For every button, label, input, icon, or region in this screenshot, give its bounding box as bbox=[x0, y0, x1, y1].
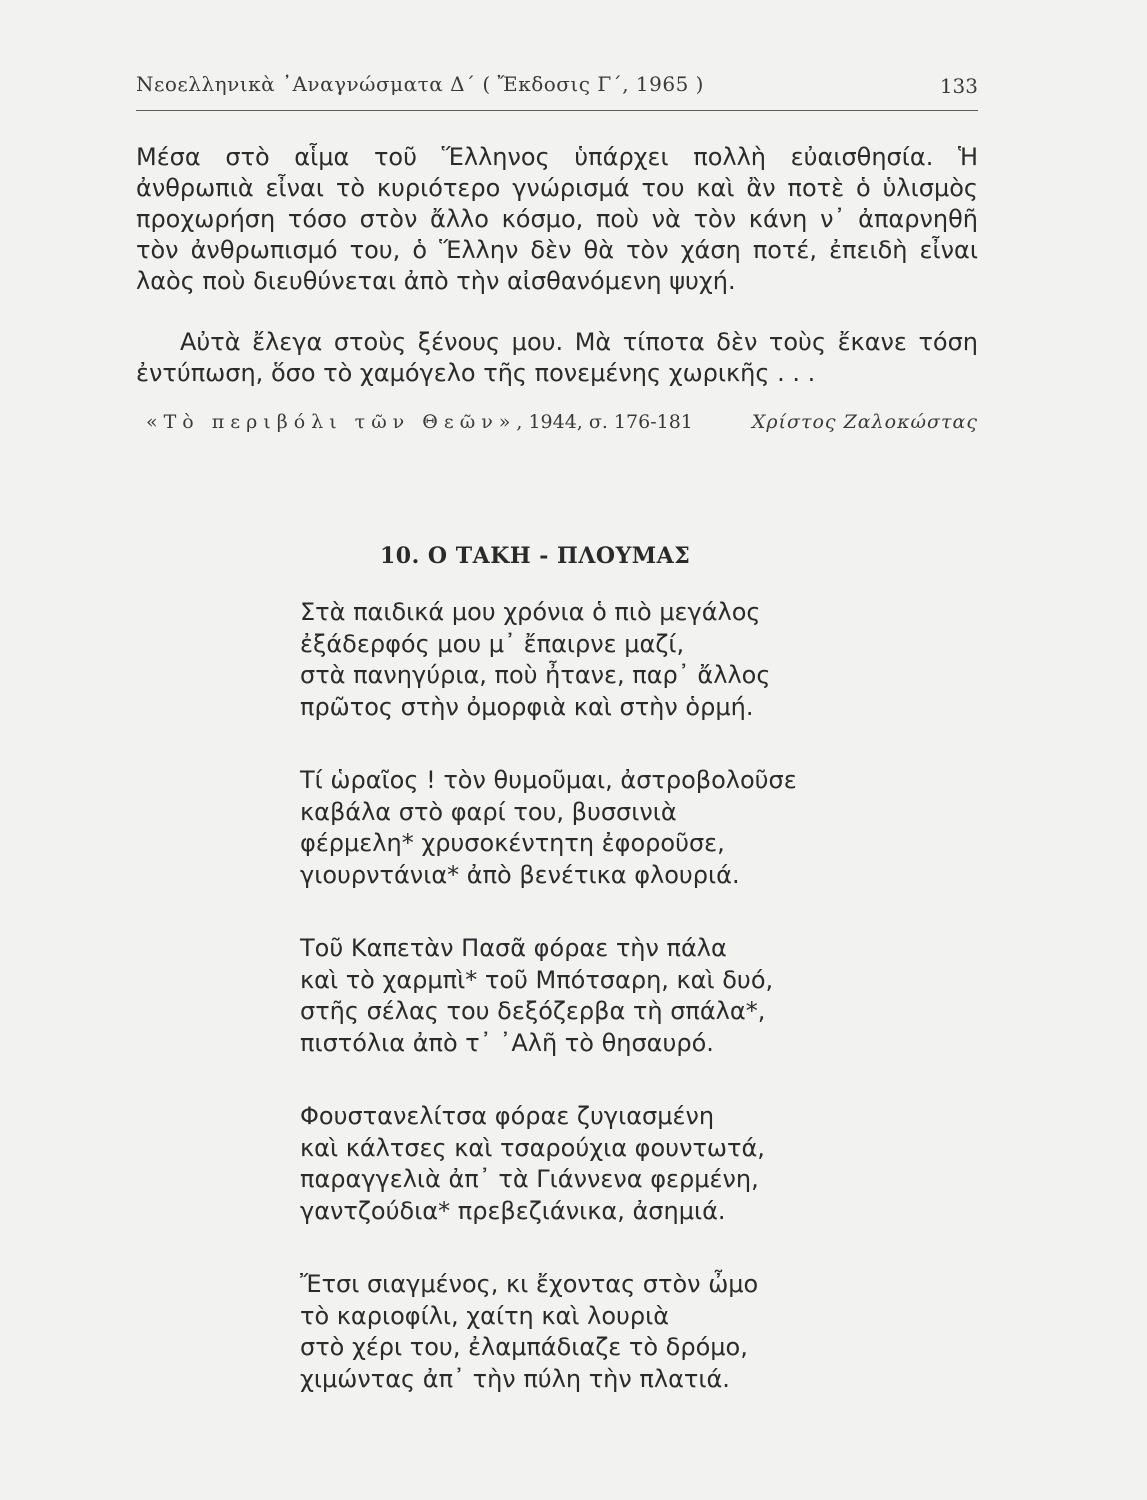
header-rule bbox=[136, 110, 978, 111]
verse-line: Φουστανελίτσα φόραε ζυγιασμένη bbox=[300, 1102, 715, 1130]
prose-line: προχωρήση τόσο στὸν ἄλλο κόσμο, ποὺ νὰ τὸν κάνη ν᾿ ἀπαρνηθῆ bbox=[136, 205, 978, 233]
page-number: 133 bbox=[939, 74, 978, 98]
prose-line: τὸν ἀνθρωπισμό του, ὁ Ἕλλην δὲν θὰ τὸν χάση ποτέ, ἐπειδὴ εἶναι bbox=[136, 236, 978, 264]
source-work-title: «Τὸ περιβόλι τῶν Θεῶν» bbox=[146, 411, 517, 433]
verse-line: παραγγελιὰ ἀπ᾿ τὰ Γιάννενα φερμένη, bbox=[300, 1165, 759, 1193]
prose-line: Μέσα στὸ αἷμα τοῦ Ἕλληνος ὑπάρχει πολλὴ εὐαισθησία. Ἡ bbox=[136, 143, 978, 171]
poem-heading: 10. Ο ΤΑΚΗ - ΠΛΟΥΜΑΣ bbox=[380, 543, 691, 569]
verse-line: καὶ τὸ χαρμπὶ* τοῦ Μπότσαρη, καὶ δυό, bbox=[300, 965, 774, 994]
verse-line: πιστόλια ἀπὸ τ᾿ ᾿Αλῆ τὸ θησαυρό. bbox=[300, 1028, 714, 1057]
poem-stanza-5 bbox=[300, 1269, 860, 1395]
verse-line: καὶ κάλτσες καὶ τσαρούχια φουντωτά, bbox=[300, 1133, 765, 1162]
verse-line: πρῶτος στὴν ὀμορφιὰ καὶ στὴν ὁρμή. bbox=[300, 692, 754, 721]
prose-line: λαὸς ποὺ διευθύνεται ἀπὸ τὴν αἰσθανόμενη ψυχή. bbox=[136, 267, 736, 295]
verse-line: στὰ πανηγύρια, ποὺ ἦτανε, παρ᾿ ἄλλος bbox=[300, 661, 771, 689]
poem-stanza-3 bbox=[300, 933, 860, 1059]
running-title: Νεοελληνικὰ ᾿Αναγνώσματα Δ΄ ( Ἔκδοσις Γ΄, 1965 ) bbox=[136, 72, 704, 96]
verse-line: ἐξάδερφός μου μ᾿ ἔπαιρνε μαζί, bbox=[300, 629, 685, 658]
verse-line: γιουρντάνια* ἀπὸ βενέτικα φλουριά. bbox=[300, 860, 740, 889]
verse-line: χιμώντας ἀπ᾿ τὴν πύλη τὴν πλατιά. bbox=[300, 1364, 730, 1393]
prose-line: ἀνθρωπιὰ εἶναι τὸ κυριότερο γνώρισμά του καὶ ἂν ποτὲ ὁ ὑλισμὸς bbox=[136, 174, 978, 202]
verse-line: στὸ χέρι του, ἐλαμπάδιαζε τὸ δρόμο, bbox=[300, 1333, 748, 1361]
verse-line: Τοῦ Καπετὰν Πασᾶ φόραε τὴν πάλα bbox=[300, 934, 727, 962]
verse-line: Ἔτσι σιαγμένος, κι ἔχοντας στὸν ὦμο bbox=[300, 1270, 759, 1298]
prose-paragraph-1 bbox=[136, 142, 978, 297]
source-author: Χρίστος Ζαλοκώστας bbox=[751, 411, 978, 433]
verse-line: στῆς σέλας του δεξόζερβα τὴ σπάλα*, bbox=[300, 997, 766, 1025]
verse-line: Τί ὡραῖος ! τὸν θυμοῦμαι, ἀστροβολοῦσε bbox=[300, 766, 797, 794]
poem-stanza-4 bbox=[300, 1101, 860, 1227]
verse-line: Στὰ παιδικά μου χρόνια ὁ πιὸ μεγάλος bbox=[300, 598, 761, 626]
prose-line: ἐντύπωση, ὅσο τὸ χαμόγελο τῆς πονεμένης χωρικῆς . . . bbox=[136, 359, 816, 387]
poem-stanza-1 bbox=[300, 597, 860, 723]
poem-stanza-2 bbox=[300, 765, 860, 891]
prose-line: Αὐτὰ ἔλεγα στοὺς ξένους μου. Μὰ τίποτα δὲν τοὺς ἔκανε τόση bbox=[180, 328, 978, 356]
source-citation bbox=[146, 411, 978, 433]
source-details: , 1944, σ. 176-181 bbox=[516, 411, 693, 433]
verse-line: φέρμελη* χρυσοκέντητη ἐφοροῦσε, bbox=[300, 829, 725, 857]
verse-line: καβάλα στὸ φαρί του, βυσσινιὰ bbox=[300, 797, 677, 826]
verse-line: γαντζούδια* πρεβεζιάνικα, ἀσημιά. bbox=[300, 1196, 726, 1225]
verse-line: τὸ καριοφίλι, χαίτη καὶ λουριὰ bbox=[300, 1301, 670, 1330]
prose-paragraph-2 bbox=[136, 327, 978, 389]
